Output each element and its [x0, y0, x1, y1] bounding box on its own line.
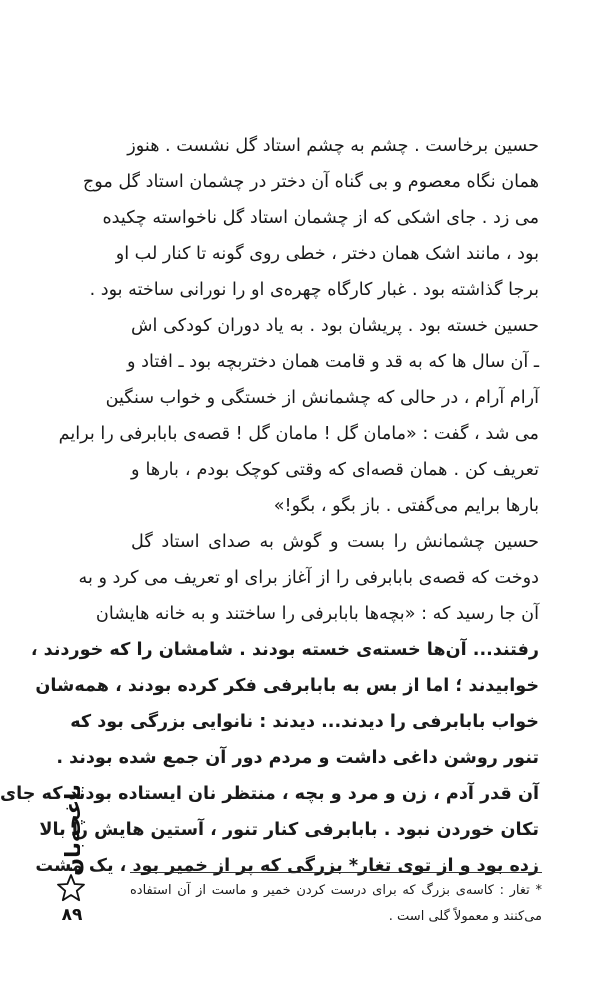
running-title: [53, 784, 93, 876]
body-line: حسین چشمانش را بست و گوش به صدای استاد گل: [131, 532, 539, 552]
body-line: حسین خسته بود . پریشان بود . به یاد دوران کودکی اش: [131, 316, 539, 336]
body-line: دوخت که قصه‌ی بابابرفی را از آغاز برای او تعریف می کرد و به: [78, 568, 539, 588]
running-title-text: باغچه‌بان: [61, 784, 85, 876]
footnote: [130, 878, 542, 930]
body-line: زده بود و از توی تغار* بزرگی که پر از خمیر بود ، یک مشت: [35, 856, 539, 876]
body-line: بود ، مانند اشک همان دختر ، خطی روی گونه تا کنار لب او: [115, 244, 539, 264]
body-line: آن جا رسید که : «بچه‌ها بابابرفی را ساختند و به خانه هایشان: [95, 604, 539, 624]
body-line: برجا گذاشته بود . غبار کارگاه چهره‌ی او را نورانی ساخته بود .: [89, 280, 539, 300]
body-line: تعریف کن . همان قصه‌ای که وقتی کوچک بودم ، بارها و: [131, 460, 539, 480]
body-line: رفتند... آن‌ها خسته‌ی خسته بودند . شامشان را که خوردند ،: [30, 640, 539, 660]
body-line: آن قدر آدم ، زن و مرد و بچه ، منتظر نان ایستاده بودند که جای: [0, 784, 539, 804]
body-line: تنور روشن داغی داشت و مردم دور آن جمع شده بودند .: [56, 748, 539, 768]
body-line: خوابیدند ؛ اما از بس به بابابرفی فکر کرده بودند ، همه‌شان: [35, 676, 539, 696]
footnote-line: * تغار : کاسه‌ی بزرگ که برای درست کردن خمیر و ماست از آن استفاده: [130, 883, 542, 898]
body-line: می زد . جای اشکی که از چشمان استاد گل ناخواسته چکیده: [102, 208, 539, 228]
star-icon: [55, 872, 87, 904]
body-line: می شد ، گفت : «مامان گل ! مامان گل ! قصه‌ی بابابرفی را برایم: [58, 424, 539, 444]
body-line: آرام آرام ، در حالی که چشمانش از خستگی و خواب سنگین: [105, 388, 539, 408]
body-line: تکان خوردن نبود . بابابرفی کنار تنور ، آستین هایش را بالا: [39, 820, 539, 840]
body-line: بارها برایم می‌گفتی . باز بگو ، بگو!»: [273, 496, 539, 516]
body-line: ـ آن سال ها که به قد و قامت همان دختربچه بود ـ افتاد و: [127, 352, 539, 372]
footnote-line: می‌کنند و معمولاً گلی است .: [388, 909, 542, 924]
footnote-divider: [130, 872, 542, 873]
body-line: حسین برخاست . چشم به چشم استاد گل نشست . هنوز: [127, 136, 539, 156]
body-line: خواب بابابرفی را دیدند... دیدند : نانوایی بزرگی بود که: [70, 712, 539, 732]
page-number: ۸۹: [61, 905, 83, 925]
body-line: همان نگاه معصوم و بی گناه آن دختر در چشمان استاد گل موج: [82, 172, 539, 192]
